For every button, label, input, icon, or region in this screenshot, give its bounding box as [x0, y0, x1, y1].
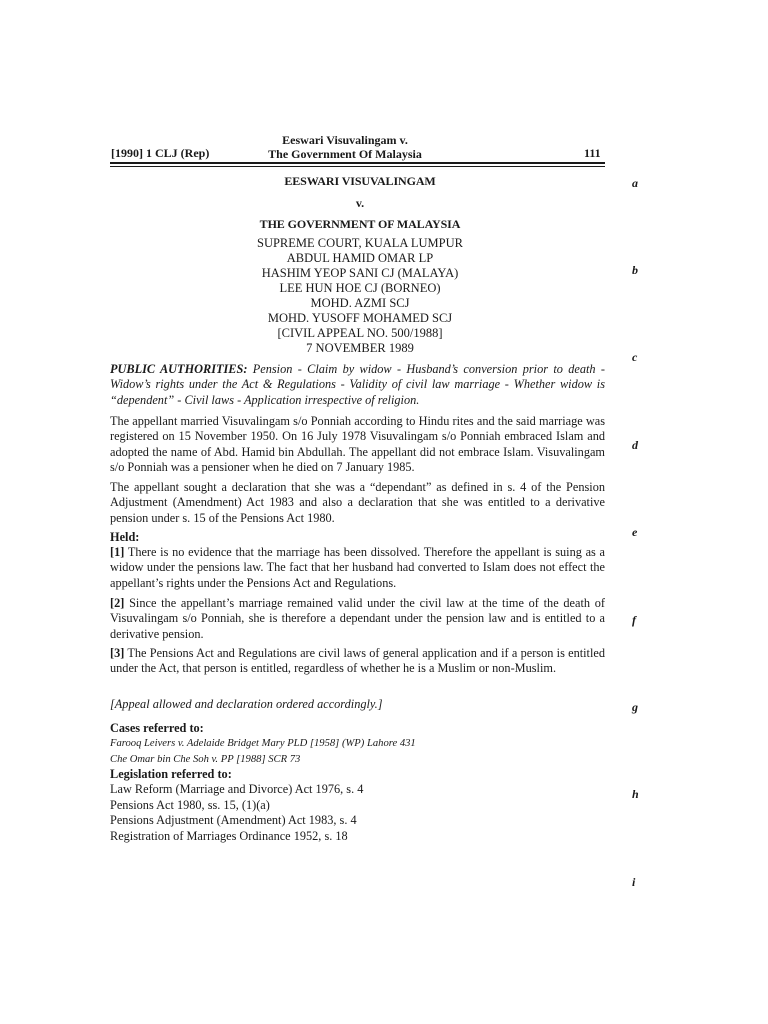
judge-line-5: MOHD. YUSOFF MOHAMED SCJ	[267, 311, 453, 325]
facts-paragraph-2: The appellant sought a declaration that she was a “dependant” as defined in s. 4 of the Pension Adjustment (Amendment) Act 1983 and also a declaration that she was entitled to a derivative pension under s. 15 of the Pensions Act 1980.	[110, 480, 605, 525]
judge-line-2: HASHIM YEOP SANI CJ (MALAYA)	[261, 266, 459, 280]
held-heading: Held:	[110, 530, 140, 544]
catchwords-text: Pension - Claim by widow - Husband’s conversion prior to death - Widow’s rights under the Act & Regulations - Validity of civil law marriage - Whether widow is “dependent” - Civil laws - Application irrespective of religion.	[110, 362, 606, 407]
running-case-title-line2: The Government Of Malaysia	[268, 147, 422, 161]
court-info-block	[150, 236, 570, 356]
held-item-2-text: Since the appellant’s marriage remained valid under the civil law at the time of the death of Visuvalingam s/o Ponniah, she is therefore a dependant under the pension law and is entitled to a derivative pension.	[110, 596, 605, 641]
cited-case-2: Che Omar bin Che Soh v. PP [1988] SCR 73	[110, 753, 301, 765]
case-party-1: EESWARI VISUVALINGAM	[284, 174, 436, 188]
legislation-item-4: Registration of Marriages Ordinance 1952, s. 18	[110, 828, 348, 843]
margin-letter-c: c	[632, 350, 638, 364]
margin-letter-d: d	[632, 438, 638, 452]
margin-letter-i: i	[632, 875, 636, 889]
case-party-2: THE GOVERNMENT OF MALAYSIA	[259, 217, 461, 231]
cited-case-1: Farooq Leivers v. Adelaide Bridget Mary PLD [1958] (WP) Lahore 431	[110, 738, 416, 750]
margin-letter-b: b	[632, 263, 638, 277]
legislation-item-2: Pensions Act 1980, ss. 15, (1)(a)	[110, 797, 270, 812]
catchwords	[110, 362, 605, 408]
case-versus: v.	[355, 196, 365, 210]
held-item-3-text: The Pensions Act and Regulations are civil laws of general application and if a person is entitled under the Act, that person is entitled, regardless of whether he is a Muslim or non-Muslim.	[110, 646, 605, 676]
cases-referred-heading: Cases referred to:	[110, 721, 204, 735]
held-item-3	[110, 646, 605, 677]
judge-line-3: LEE HUN HOE CJ (BORNEO)	[279, 281, 441, 295]
margin-letter-f: f	[632, 613, 636, 627]
held-item-1-number: [1]	[110, 545, 125, 559]
held-item-2	[110, 596, 605, 642]
header-rule-thin	[110, 166, 605, 167]
case-result: [Appeal allowed and declaration ordered accordingly.]	[110, 697, 383, 711]
legislation-item-3: Pensions Adjustment (Amendment) Act 1983, s. 4	[110, 813, 357, 828]
margin-letter-h: h	[632, 787, 639, 801]
margin-letter-e: e	[632, 525, 638, 539]
margin-letter-a: a	[632, 176, 638, 190]
held-item-1	[110, 545, 605, 591]
legislation-referred-heading: Legislation referred to:	[110, 767, 232, 781]
report-citation: [1990] 1 CLJ (Rep)	[111, 146, 210, 160]
facts-paragraph-1: The appellant married Visuvalingam s/o Ponniah according to Hindu rites and the said marriage was registered on 15 November 1950. On 16 July 1978 Visuvalingam s/o Ponniah embraced Islam and adopted the name of Abd. Hamid bin Abdullah. The appellant did not embrace Islam. Visuvalingam s/o Ponniah was a pensioner when he died on 7 January 1985.	[110, 414, 605, 475]
judge-line-1: ABDUL HAMID OMAR LP	[286, 251, 434, 265]
margin-letter-g: g	[632, 700, 638, 714]
court-name: SUPREME COURT, KUALA LUMPUR	[257, 236, 463, 250]
cases-referred-block	[110, 721, 605, 767]
judgment-date: 7 NOVEMBER 1989	[306, 341, 414, 355]
judge-line-4: MOHD. AZMI SCJ	[310, 296, 410, 310]
held-item-1-text: There is no evidence that the marriage has been dissolved. Therefore the appellant is suing as a widow under the pensions law. The fact that her husband had converted to Islam does not effect the appellant’s rights under the Pensions Act and Regulations.	[110, 545, 605, 590]
held-item-3-number: [3]	[110, 646, 125, 660]
legislation-referred-block	[110, 767, 605, 844]
running-case-title	[255, 133, 435, 161]
catchwords-heading: PUBLIC AUTHORITIES:	[110, 362, 248, 376]
appeal-number: [CIVIL APPEAL NO. 500/1988]	[277, 326, 443, 340]
header-rule-thick	[110, 162, 605, 164]
legislation-item-1: Law Reform (Marriage and Divorce) Act 1976, s. 4	[110, 782, 364, 797]
page-number: 111	[584, 146, 601, 160]
held-item-2-number: [2]	[110, 596, 125, 610]
running-case-title-line1: Eeswari Visuvalingam v.	[282, 133, 408, 147]
